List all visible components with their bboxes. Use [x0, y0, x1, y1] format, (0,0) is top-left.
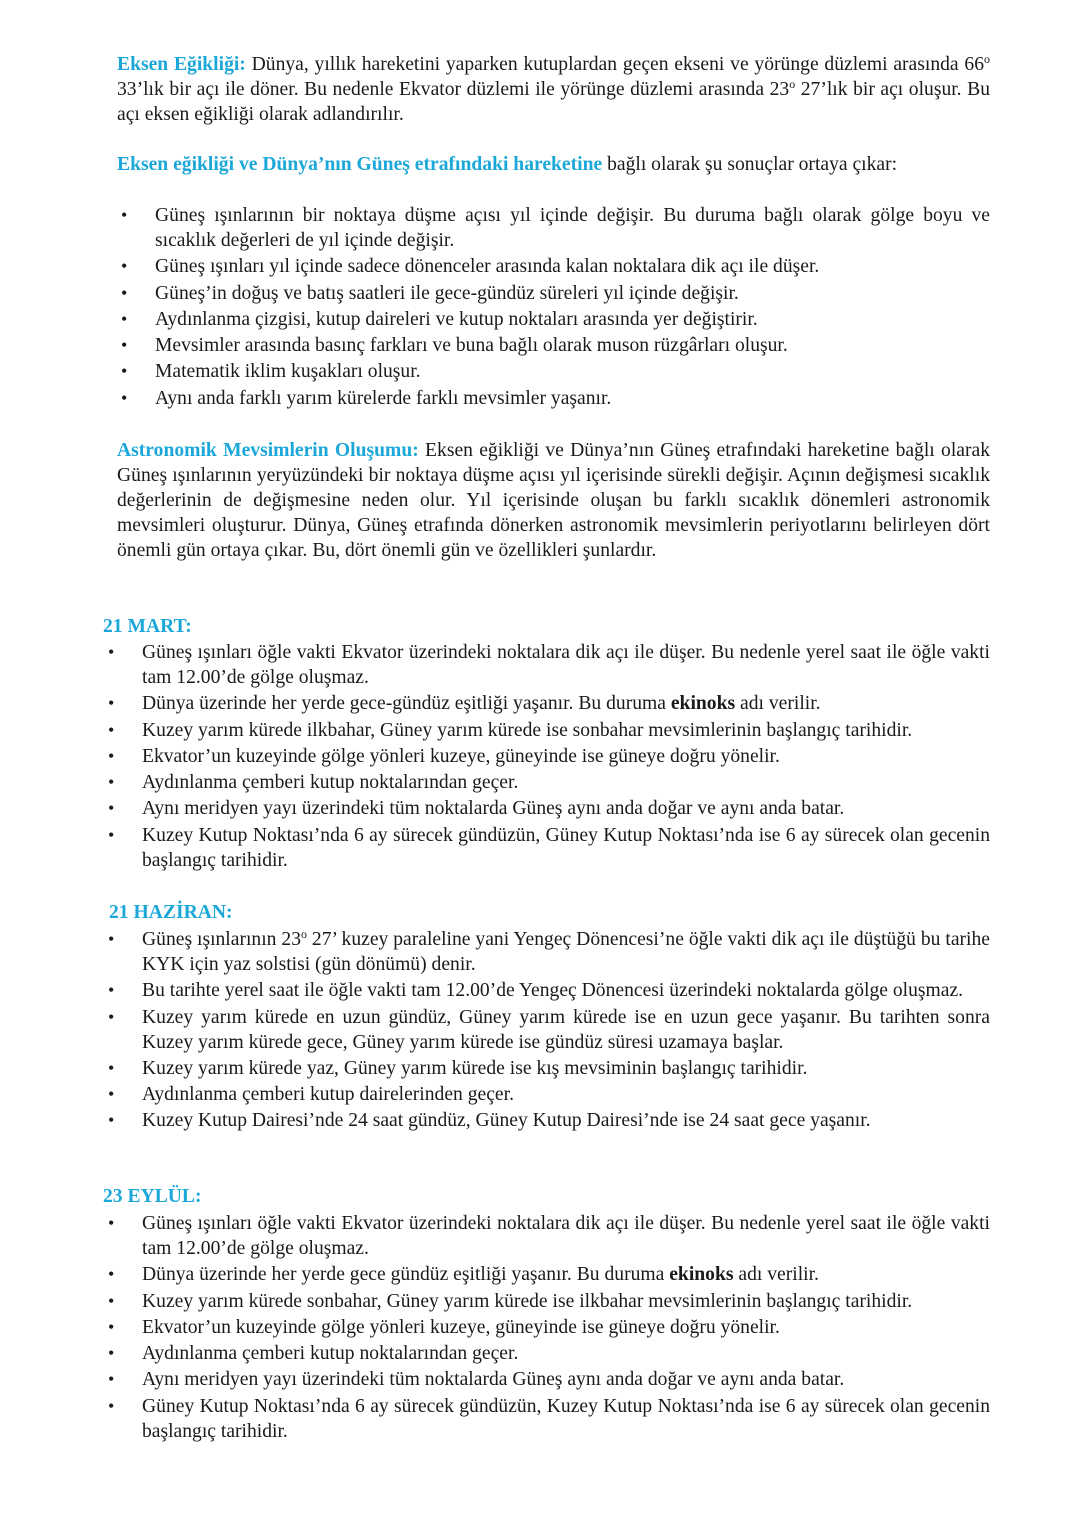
list-item	[117, 359, 990, 384]
bullet-icon: •	[108, 798, 115, 819]
item-text: adı verilir.	[733, 1264, 819, 1286]
list-item	[103, 796, 990, 821]
item-text: Kuzey yarım kürede sonbahar, Güney yarım kürede ise ilkbahar mevsimlerinin başlangıç tarihidir.	[142, 1290, 913, 1312]
text: 33’lık bir açı ile döner. Bu nedenle Ekvator düzlemi ile yörünge düzlemi arasında 23	[117, 79, 790, 100]
haziran-list	[103, 927, 990, 1135]
results-list	[117, 203, 990, 412]
term-label: Astronomik Mevsimlerin Oluşumu:	[117, 440, 419, 461]
item-text: Güneş ışınları öğle vakti Ekvator üzerindeki noktalara dik açı ile düşer. Bu nedenle yerel saat ile öğle vakti tam 12.00’de gölge oluşmaz.	[142, 642, 990, 688]
item-text: Aydınlanma çemberi kutup noktalarından geçer.	[142, 1343, 519, 1365]
bullet-icon: •	[121, 387, 128, 408]
item-text: Matematik iklim kuşakları oluşur.	[155, 361, 421, 383]
text: Dünya, yıllık hareketini yaparken kutuplardan geçen ekseni ve yörünge düzlemi arasında 66	[245, 54, 984, 75]
bullet-icon: •	[108, 1264, 115, 1285]
list-item	[103, 1315, 990, 1340]
item-text: Aydınlanma çemberi kutup dairelerinden geçer.	[142, 1084, 514, 1106]
item-text: Güneş ışınlarının bir noktaya düşme açısı yıl içinde değişir. Bu duruma bağlı olarak gölge boyu ve sıcaklık değerleri de yıl içinde değişir.	[155, 205, 990, 251]
item-text: Dünya üzerinde her yerde gece-gündüz eşitliği yaşanır. Bu duruma	[142, 693, 671, 715]
bullet-icon: •	[121, 205, 128, 225]
list-item	[117, 254, 990, 279]
bullet-icon: •	[108, 1057, 115, 1078]
list-item	[117, 333, 990, 358]
bullet-icon: •	[108, 1110, 115, 1131]
item-text: Kuzey yarım kürede yaz, Güney yarım kürede ise kış mevsiminin başlangıç tarihidir.	[142, 1057, 808, 1079]
section-heading-21-haziran: 21 HAZİRAN:	[109, 902, 233, 923]
eylul-list	[103, 1211, 990, 1445]
bullet-icon: •	[121, 361, 128, 382]
list-item	[103, 1056, 990, 1081]
item-text: Dünya üzerinde her yerde gece gündüz eşitliği yaşanır. Bu duruma	[142, 1264, 670, 1286]
item-text: Güneş ışınları yıl içinde sadece dönenceler arasında kalan noktalara dik açı ile düşer.	[155, 256, 820, 278]
bullet-icon: •	[108, 824, 115, 845]
list-item	[103, 1367, 990, 1392]
list-item	[103, 1211, 990, 1261]
item-text: Aydınlanma çemberi kutup noktalarından geçer.	[142, 772, 519, 794]
axial-tilt-paragraph	[117, 52, 990, 127]
list-item	[103, 823, 990, 873]
bullet-icon: •	[121, 256, 128, 277]
item-text: Aynı meridyen yayı üzerindeki tüm noktalarda Güneş aynı anda doğar ve aynı anda batar.	[142, 1369, 845, 1391]
list-item	[103, 927, 990, 977]
degree-sup: o	[789, 77, 796, 91]
list-item	[117, 307, 990, 332]
list-item	[117, 386, 990, 411]
item-text: Aydınlanma çizgisi, kutup daireleri ve kutup noktaları arasında yer değiştirir.	[155, 308, 758, 330]
item-text: Ekvator’un kuzeyinde gölge yönleri kuzeye, güneyinde ise güneye doğru yönelir.	[142, 1316, 780, 1338]
text: 27’lık bir açı oluşur. Bu açı eksen eğikliği olarak adlandırılır.	[117, 79, 990, 125]
bullet-icon: •	[108, 980, 115, 1001]
list-item	[103, 1341, 990, 1366]
item-text: Bu tarihte yerel saat ile öğle vakti tam 12.00’de Yengeç Dönencesi üzerindeki noktalarda gölge oluşmaz.	[142, 980, 964, 1002]
list-item	[103, 1262, 990, 1287]
item-text: Kuzey Kutup Noktası’nda 6 ay sürecek gündüzün, Güney Kutup Noktası’nda ise 6 ay sürecek olan gecenin başlangıç tarihidir.	[142, 824, 990, 871]
bullet-icon: •	[108, 929, 115, 949]
bullet-icon: •	[121, 335, 128, 356]
bullet-icon: •	[108, 693, 115, 714]
item-text: Güneş ışınlarının 23	[142, 929, 301, 950]
bullet-icon: •	[121, 308, 128, 329]
list-item	[117, 203, 990, 253]
text: bağlı olarak şu sonuçlar ortaya çıkar:	[602, 154, 898, 175]
text: Eksen eğikliği ve Dünya’nın Güneş etrafındaki hareketine bağlı olarak Güneş ışınlarının yeryüzündeki bir noktaya düşme açısı yıl içerisinde sürekli değişir. Açının değişmesi sıcaklık değerlerinin de değişmesine neden olur. Yıl içerisinde oluşan bu farklı sıcaklık dönemleri astronomik mevsimleri oluşturur. Dünya, Güneş etrafında dönerken astronomik mevsimlerin periyotlarını belirleyen dört önemli gün ortaya çıkar. Bu, dört önemli gün ve özellikleri şunlardır.	[117, 440, 990, 561]
list-item	[103, 1289, 990, 1314]
bullet-icon: •	[108, 772, 115, 793]
bullet-icon: •	[108, 1316, 115, 1337]
bullet-icon: •	[108, 1006, 115, 1027]
section-heading-23-eylul: 23 EYLÜL:	[103, 1186, 202, 1207]
mart-list	[103, 640, 990, 874]
term-label: Eksen eğikliği ve Dünya’nın Güneş etrafındaki hareketine	[117, 154, 603, 175]
section-heading-21-mart: 21 MART:	[103, 616, 192, 637]
list-item	[103, 1394, 990, 1444]
results-intro-paragraph	[117, 152, 990, 177]
bullet-icon: •	[108, 1084, 115, 1105]
list-item	[103, 1082, 990, 1107]
item-text: 27’ kuzey paraleline yani Yengeç Dönencesi’ne öğle vakti dik açı ile düştüğü bu tarihe KYK için yaz solstisi (gün dönümü) denir.	[142, 929, 990, 975]
bullet-icon: •	[108, 1213, 115, 1233]
bold-term: ekinoks	[669, 1264, 734, 1286]
degree-sup: o	[984, 52, 990, 66]
list-item	[103, 1005, 990, 1055]
astronomical-seasons-paragraph	[117, 438, 990, 563]
bullet-icon: •	[108, 1395, 115, 1416]
item-text: Kuzey Kutup Dairesi’nde 24 saat gündüz, Güney Kutup Dairesi’nde ise 24 saat gece yaşanır.	[142, 1110, 871, 1132]
list-item	[103, 770, 990, 795]
bullet-icon: •	[108, 719, 115, 740]
degree-sup: o	[301, 927, 307, 941]
item-text: adı verilir.	[735, 693, 821, 715]
list-item	[103, 718, 990, 743]
bullet-icon: •	[121, 282, 128, 303]
list-item	[103, 978, 990, 1003]
item-text: Kuzey yarım kürede en uzun gündüz, Güney yarım kürede ise en uzun gece yaşanır. Bu tarihten sonra Kuzey yarım kürede gece, Güney yarım kürede ise gündüz süresi uzamaya başlar.	[142, 1006, 990, 1053]
list-item	[103, 640, 990, 690]
list-item	[117, 281, 990, 306]
item-text: Güneş’in doğuş ve batış saatleri ile gece-gündüz süreleri yıl içinde değişir.	[155, 282, 739, 304]
item-text: Mevsimler arasında basınç farkları ve buna bağlı olarak muson rüzgârları oluşur.	[155, 335, 788, 357]
list-item	[103, 744, 990, 769]
bold-term: ekinoks	[670, 693, 736, 715]
list-item	[103, 1108, 990, 1133]
item-text: Ekvator’un kuzeyinde gölge yönleri kuzeye, güneyinde ise güneye doğru yönelir.	[142, 745, 780, 767]
item-text: Güney Kutup Noktası’nda 6 ay sürecek gündüzün, Kuzey Kutup Noktası’nda ise 6 ay sürecek olan gecenin başlangıç tarihidir.	[142, 1395, 990, 1442]
bullet-icon: •	[108, 1290, 115, 1311]
item-text: Kuzey yarım kürede ilkbahar, Güney yarım kürede ise sonbahar mevsimlerinin başlangıç tarihidir.	[142, 719, 913, 741]
item-text: Aynı meridyen yayı üzerindeki tüm noktalarda Güneş aynı anda doğar ve aynı anda batar.	[142, 798, 845, 820]
item-text: Aynı anda farklı yarım kürelerde farklı mevsimler yaşanır.	[155, 387, 612, 409]
bullet-icon: •	[108, 745, 115, 766]
term-label: Eksen Eğikliği:	[117, 54, 246, 75]
bullet-icon: •	[108, 642, 115, 662]
item-text: Güneş ışınları öğle vakti Ekvator üzerindeki noktalara dik açı ile düşer. Bu nedenle yerel saat ile öğle vakti tam 12.00’de gölge oluşmaz.	[142, 1213, 990, 1259]
list-item	[103, 691, 990, 716]
bullet-icon: •	[108, 1369, 115, 1390]
bullet-icon: •	[108, 1343, 115, 1364]
